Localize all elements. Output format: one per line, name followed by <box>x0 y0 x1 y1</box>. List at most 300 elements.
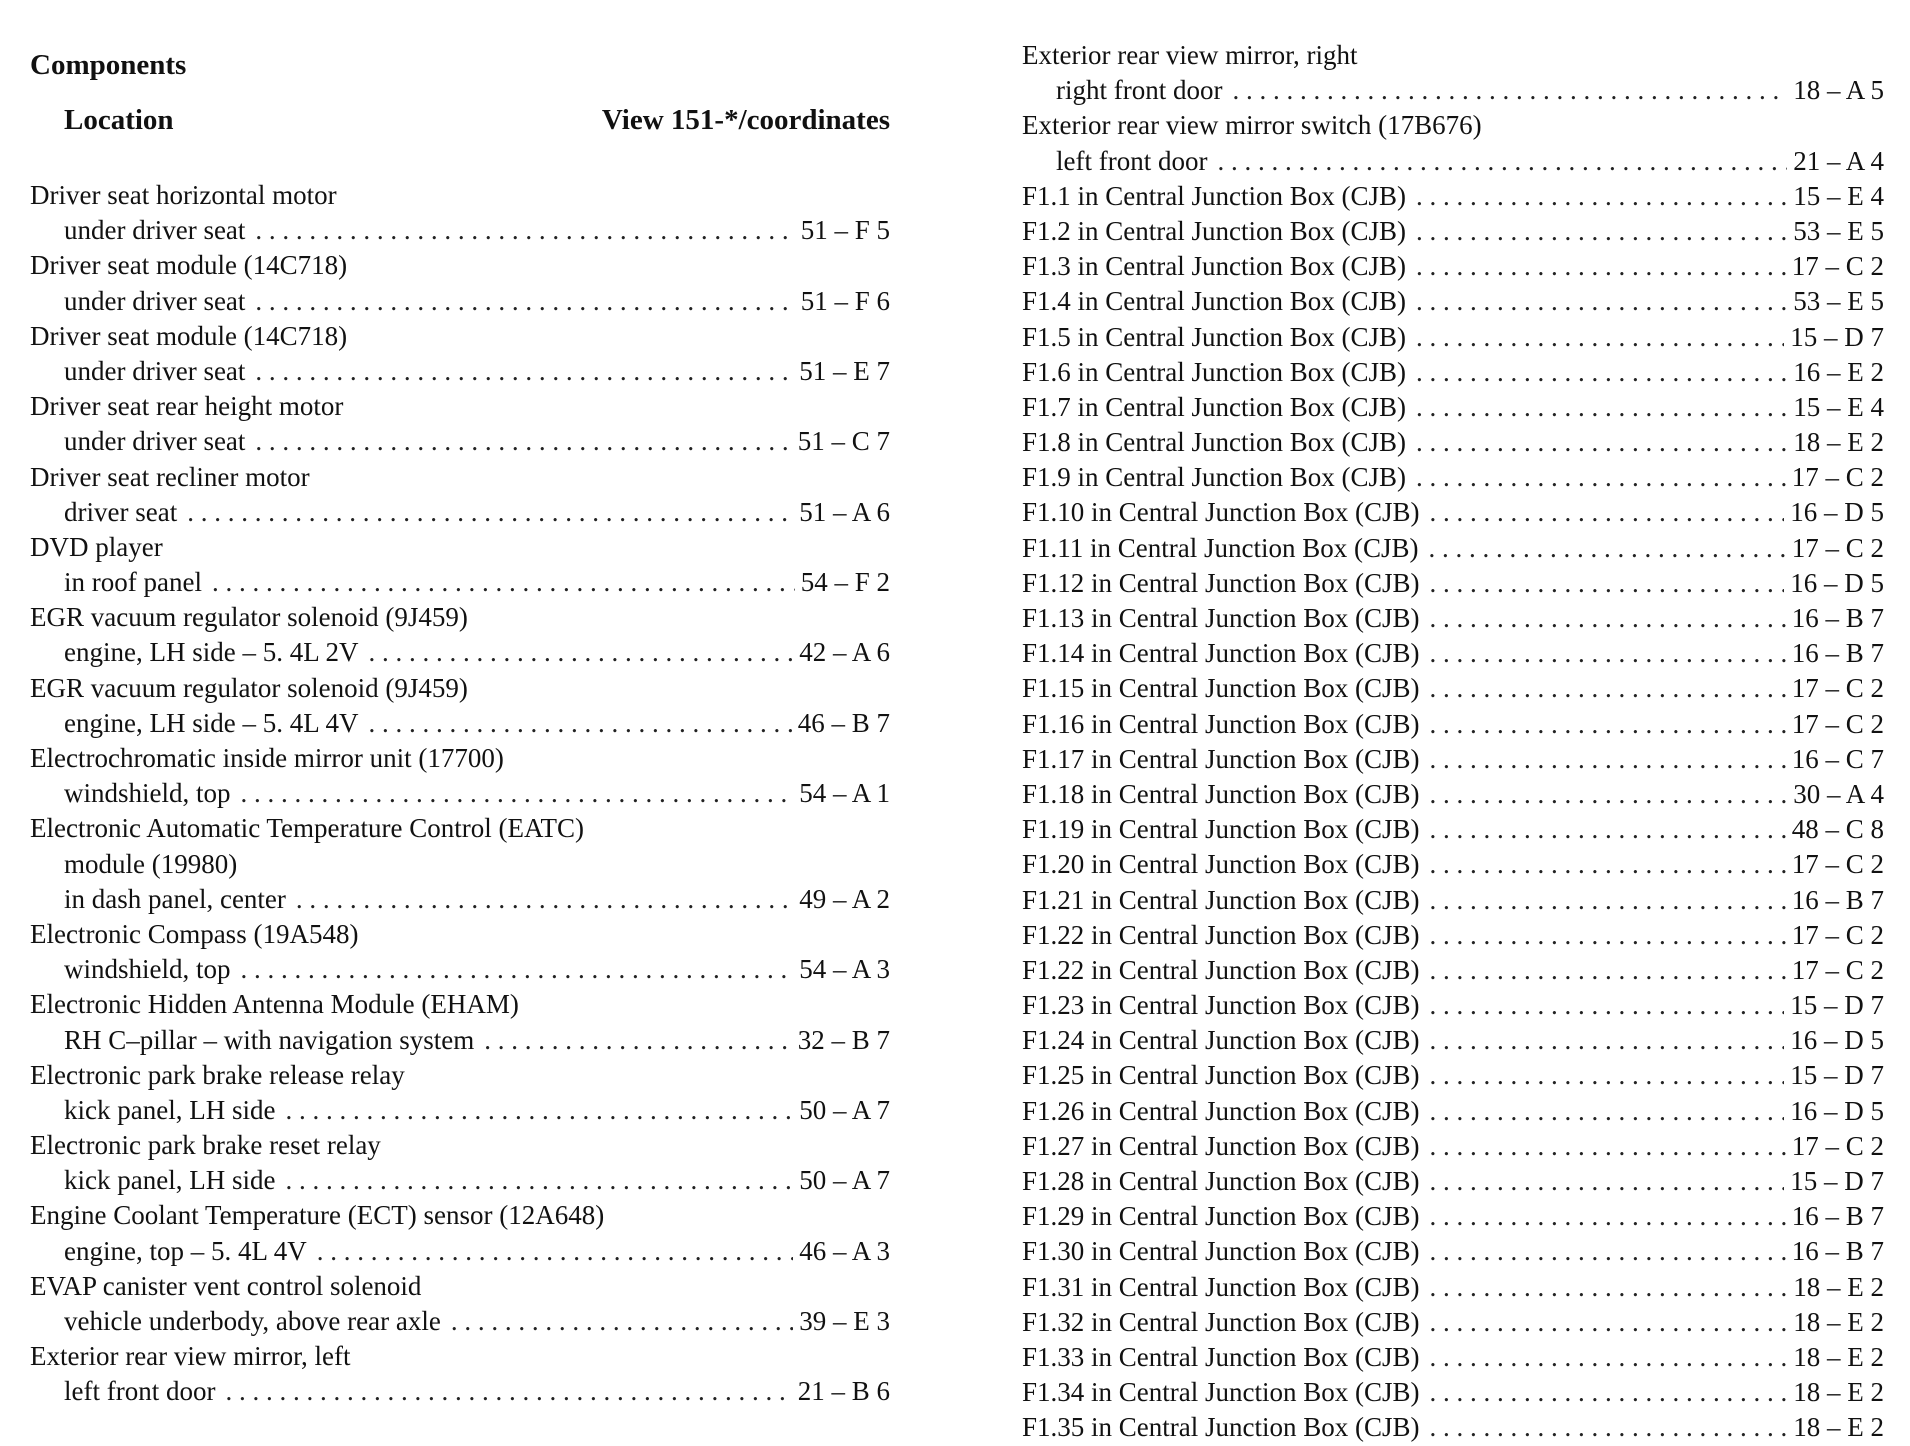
view-coordinates: 21 – A 4 <box>1793 145 1884 176</box>
dot-leader <box>1217 144 1787 179</box>
dot-leader <box>1416 284 1787 319</box>
index-entry <box>30 1058 890 1128</box>
dot-leader <box>1430 1305 1788 1340</box>
component-name: F1.33 in Central Junction Box (CJB) <box>1022 1341 1420 1372</box>
component-name: EGR vacuum regulator solenoid (9J459) <box>30 672 468 703</box>
index-entry <box>1022 1164 1884 1199</box>
dot-leader <box>1416 390 1787 425</box>
index-line <box>1022 108 1884 143</box>
component-name: F1.27 in Central Junction Box (CJB) <box>1022 1130 1420 1161</box>
component-name: F1.26 in Central Junction Box (CJB) <box>1022 1095 1420 1126</box>
component-location: engine, LH side – 5. 4L 2V <box>64 637 359 668</box>
component-name: F1.22 in Central Junction Box (CJB) <box>1022 954 1420 985</box>
index-entry <box>30 178 890 248</box>
view-coordinates: 16 – D 5 <box>1790 497 1884 528</box>
view-coordinates: 15 – D 7 <box>1790 990 1884 1021</box>
dot-leader <box>1416 214 1787 249</box>
index-entry <box>30 671 890 741</box>
index-line <box>30 917 890 952</box>
component-name: F1.11 in Central Junction Box (CJB) <box>1022 532 1419 563</box>
component-location: kick panel, LH side <box>64 1094 276 1125</box>
index-line <box>30 600 890 635</box>
component-location: kick panel, LH side <box>64 1165 276 1196</box>
component-name: F1.8 in Central Junction Box (CJB) <box>1022 427 1406 458</box>
component-location: RH C–pillar – with navigation system <box>64 1024 475 1055</box>
component-name: Driver seat rear height motor <box>30 391 344 422</box>
dot-leader <box>285 1163 793 1198</box>
index-line <box>30 1198 890 1233</box>
index-line <box>1022 460 1884 495</box>
dot-leader <box>296 882 793 917</box>
dot-leader <box>1430 1410 1788 1445</box>
index-line <box>30 530 890 565</box>
component-name: F1.28 in Central Junction Box (CJB) <box>1022 1166 1420 1196</box>
index-line <box>1022 636 1884 671</box>
component-name: F1.5 in Central Junction Box (CJB) <box>1022 321 1406 352</box>
index-line <box>30 565 890 600</box>
component-name: Electronic Hidden Antenna Module (EHAM) <box>30 989 519 1020</box>
index-line <box>30 1374 890 1409</box>
view-coordinates: 18 – E 2 <box>1793 1412 1884 1443</box>
index-line <box>1022 601 1884 636</box>
index-line <box>30 987 890 1022</box>
component-name: F1.24 in Central Junction Box (CJB) <box>1022 1025 1420 1056</box>
index-entry <box>1022 214 1884 249</box>
index-entry <box>30 811 890 917</box>
dot-leader <box>1430 847 1786 882</box>
view-coordinates: 16 – D 5 <box>1790 1095 1884 1126</box>
index-line <box>30 635 890 670</box>
index-line <box>30 495 890 530</box>
dot-leader <box>1430 1234 1786 1269</box>
view-coordinates: 17 – C 2 <box>1791 849 1884 880</box>
component-name: F1.12 in Central Junction Box (CJB) <box>1022 567 1420 598</box>
component-location: windshield, top <box>64 778 231 809</box>
component-location: driver seat <box>64 496 178 527</box>
index-line <box>30 248 890 283</box>
view-coordinates: 18 – E 2 <box>1793 1377 1884 1408</box>
component-location: windshield, top <box>64 954 231 985</box>
dot-leader <box>1430 1199 1786 1234</box>
index-entry <box>30 917 890 987</box>
view-coordinates: 46 – B 7 <box>797 707 890 738</box>
view-coordinates: 42 – A 6 <box>799 637 890 668</box>
index-line <box>30 1339 890 1374</box>
dot-leader <box>225 1374 791 1409</box>
dot-leader <box>1430 988 1785 1023</box>
component-name: F1.15 in Central Junction Box (CJB) <box>1022 673 1420 704</box>
index-line <box>1022 38 1884 73</box>
index-line <box>1022 1164 1884 1199</box>
dot-leader <box>255 213 794 248</box>
index-entry <box>30 389 890 459</box>
index-entry <box>1022 390 1884 425</box>
index-line <box>1022 566 1884 601</box>
view-coordinates: 15 – D 7 <box>1790 1060 1884 1091</box>
dot-leader <box>1430 742 1786 777</box>
view-coordinates: 53 – E 5 <box>1793 215 1884 246</box>
dot-leader <box>317 1234 794 1269</box>
dot-leader <box>255 284 794 319</box>
component-name: DVD player <box>30 531 163 562</box>
view-coordinates: 39 – E 3 <box>799 1306 890 1336</box>
view-coordinates: 18 – E 2 <box>1793 1271 1884 1302</box>
index-line <box>30 811 890 846</box>
index-entry <box>30 741 890 811</box>
dot-leader <box>212 565 795 600</box>
index-line <box>30 354 890 389</box>
dot-leader <box>1430 1164 1785 1199</box>
dot-leader <box>1232 73 1787 108</box>
dot-leader <box>285 1093 793 1128</box>
index-line <box>30 847 890 882</box>
component-name-continued: module (19980) <box>64 848 238 879</box>
component-name: Driver seat module (14C718) <box>30 250 348 281</box>
component-name: Exterior rear view mirror, left <box>30 1341 351 1372</box>
index-line <box>1022 284 1884 319</box>
dot-leader <box>1430 953 1786 988</box>
component-name: F1.22 in Central Junction Box (CJB) <box>1022 919 1420 950</box>
dot-leader <box>241 776 794 811</box>
index-line <box>1022 249 1884 284</box>
index-line <box>1022 1234 1884 1269</box>
view-coordinates: 51 – E 7 <box>799 355 890 386</box>
component-name: Electronic Automatic Temperature Control (EATC) <box>30 813 584 844</box>
index-entry <box>1022 249 1884 284</box>
index-entry <box>1022 636 1884 671</box>
component-name: F1.3 in Central Junction Box (CJB) <box>1022 251 1406 282</box>
index-line <box>1022 495 1884 530</box>
view-coordinates: 16 – B 7 <box>1791 1236 1884 1267</box>
index-line <box>1022 671 1884 706</box>
index-entry <box>1022 355 1884 390</box>
view-coordinates: 17 – C 2 <box>1791 919 1884 950</box>
component-name: F1.30 in Central Junction Box (CJB) <box>1022 1236 1420 1267</box>
view-coordinates: 17 – C 2 <box>1791 673 1884 704</box>
index-entry <box>1022 1234 1884 1269</box>
component-name: F1.1 in Central Junction Box (CJB) <box>1022 180 1406 211</box>
component-name: F1.25 in Central Junction Box (CJB) <box>1022 1060 1420 1091</box>
index-line <box>1022 390 1884 425</box>
dot-leader <box>1430 1270 1788 1305</box>
view-coordinates: 17 – C 2 <box>1791 708 1884 739</box>
dot-leader <box>1430 707 1786 742</box>
view-coordinates: 15 – D 7 <box>1790 321 1884 352</box>
index-entry <box>30 1128 890 1198</box>
view-coordinates: 50 – A 7 <box>799 1165 890 1196</box>
index-entry <box>1022 460 1884 495</box>
component-name: F1.10 in Central Junction Box (CJB) <box>1022 497 1420 528</box>
view-coordinates: 32 – B 7 <box>797 1024 890 1055</box>
index-entry <box>1022 671 1884 706</box>
component-name: Exterior rear view mirror, right <box>1022 40 1358 70</box>
dot-leader <box>187 495 793 530</box>
index-entry <box>1022 108 1884 178</box>
index-entry <box>30 1339 890 1409</box>
component-name: F1.7 in Central Junction Box (CJB) <box>1022 391 1406 422</box>
index-line <box>30 1304 890 1339</box>
component-name: Electronic park brake reset relay <box>30 1130 381 1161</box>
component-index-left <box>30 178 890 1410</box>
index-entry <box>30 460 890 530</box>
index-entry <box>30 530 890 600</box>
dot-leader <box>1430 1094 1785 1129</box>
index-line <box>30 1163 890 1198</box>
index-line <box>1022 531 1884 566</box>
index-line <box>1022 73 1884 108</box>
index-line <box>1022 214 1884 249</box>
component-name: Electronic park brake release relay <box>30 1059 405 1090</box>
dot-leader <box>1430 1023 1785 1058</box>
view-coordinates: 17 – C 2 <box>1791 462 1884 493</box>
index-entry <box>1022 566 1884 601</box>
component-name: F1.32 in Central Junction Box (CJB) <box>1022 1306 1420 1337</box>
index-entry <box>1022 1410 1884 1445</box>
component-location: under driver seat <box>64 355 246 386</box>
index-line <box>1022 883 1884 918</box>
dot-leader <box>368 706 791 741</box>
view-coordinates: 15 – E 4 <box>1793 391 1884 422</box>
component-name: Driver seat horizontal motor <box>30 180 337 210</box>
view-coordinates: 16 – D 5 <box>1790 1025 1884 1056</box>
index-line <box>30 319 890 354</box>
index-entry <box>1022 988 1884 1023</box>
index-line <box>1022 707 1884 742</box>
index-entry <box>1022 812 1884 847</box>
view-coordinates: 51 – F 5 <box>800 215 890 246</box>
dot-leader <box>1430 1340 1788 1375</box>
index-line <box>30 178 890 213</box>
index-line <box>1022 812 1884 847</box>
index-line <box>1022 1410 1884 1445</box>
component-location: under driver seat <box>64 285 246 316</box>
index-entry <box>1022 847 1884 882</box>
dot-leader <box>1430 671 1786 706</box>
component-name: F1.34 in Central Junction Box (CJB) <box>1022 1377 1420 1408</box>
dot-leader <box>1430 1058 1785 1093</box>
component-name: F1.13 in Central Junction Box (CJB) <box>1022 603 1420 633</box>
view-coordinates: 16 – B 7 <box>1791 884 1884 915</box>
index-line <box>1022 320 1884 355</box>
component-name: F1.16 in Central Junction Box (CJB) <box>1022 708 1420 739</box>
view-coordinates: 51 – F 6 <box>800 285 890 316</box>
index-line <box>30 1058 890 1093</box>
dot-leader <box>1430 601 1786 636</box>
dot-leader <box>1430 918 1786 953</box>
component-name: F1.17 in Central Junction Box (CJB) <box>1022 743 1420 774</box>
view-coordinates: 17 – C 2 <box>1791 1130 1884 1161</box>
dot-leader <box>451 1304 793 1339</box>
view-coordinates: 50 – A 7 <box>799 1094 890 1125</box>
index-entry <box>1022 320 1884 355</box>
view-coordinates: 17 – C 2 <box>1791 954 1884 985</box>
view-coordinates: 15 – D 7 <box>1790 1166 1884 1196</box>
index-entry <box>30 1198 890 1268</box>
index-entry <box>1022 1129 1884 1164</box>
index-line <box>30 671 890 706</box>
dot-leader <box>1430 1375 1788 1410</box>
dot-leader <box>1430 1129 1786 1164</box>
index-entry <box>1022 918 1884 953</box>
index-entry <box>1022 1340 1884 1375</box>
dot-leader <box>1416 249 1786 284</box>
index-entry <box>1022 425 1884 460</box>
index-line <box>1022 1058 1884 1093</box>
index-entry <box>1022 1023 1884 1058</box>
index-line <box>1022 1094 1884 1129</box>
index-line <box>1022 742 1884 777</box>
dot-leader <box>1416 355 1787 390</box>
view-coordinates: 18 – E 2 <box>1793 1341 1884 1372</box>
index-line <box>1022 179 1884 214</box>
index-line <box>1022 847 1884 882</box>
view-coordinates: 15 – E 4 <box>1793 180 1884 211</box>
component-name: F1.31 in Central Junction Box (CJB) <box>1022 1271 1420 1302</box>
view-coordinates: 16 – E 2 <box>1793 356 1884 387</box>
index-line <box>30 1234 890 1269</box>
component-location: vehicle underbody, above rear axle <box>64 1306 441 1336</box>
index-line <box>30 952 890 987</box>
index-line <box>30 213 890 248</box>
component-name: F1.18 in Central Junction Box (CJB) <box>1022 778 1420 809</box>
component-name: F1.6 in Central Junction Box (CJB) <box>1022 356 1406 387</box>
index-line <box>30 882 890 917</box>
index-entry <box>1022 742 1884 777</box>
dot-leader <box>1416 179 1787 214</box>
index-line <box>30 1128 890 1163</box>
component-location: under driver seat <box>64 426 246 457</box>
index-line <box>1022 1199 1884 1234</box>
component-name: Driver seat module (14C718) <box>30 320 348 351</box>
column-header <box>30 102 890 138</box>
component-name: F1.2 in Central Junction Box (CJB) <box>1022 215 1406 246</box>
component-name: F1.21 in Central Junction Box (CJB) <box>1022 884 1420 915</box>
index-entry <box>1022 1058 1884 1093</box>
view-coordinates: 16 – C 7 <box>1791 743 1884 774</box>
view-coordinates: 16 – B 7 <box>1791 638 1884 669</box>
index-line <box>1022 1129 1884 1164</box>
dot-leader <box>1430 883 1786 918</box>
dot-leader <box>241 952 794 987</box>
dot-leader <box>1416 460 1786 495</box>
index-entry <box>30 319 890 389</box>
view-coordinates: 18 – E 2 <box>1793 427 1884 458</box>
index-entry <box>1022 284 1884 319</box>
view-coordinates: 54 – A 1 <box>799 778 890 809</box>
component-location: left front door <box>64 1376 216 1407</box>
dot-leader <box>255 354 793 389</box>
index-line <box>30 776 890 811</box>
view-coordinates: 16 – D 5 <box>1790 567 1884 598</box>
component-name: EVAP canister vent control solenoid <box>30 1270 422 1301</box>
index-line <box>1022 988 1884 1023</box>
index-entry <box>30 600 890 670</box>
index-line <box>1022 1270 1884 1305</box>
view-coordinates: 53 – E 5 <box>1793 286 1884 317</box>
view-coordinates: 18 – A 5 <box>1793 75 1884 106</box>
view-coordinates: 54 – A 3 <box>799 954 890 985</box>
index-line <box>1022 425 1884 460</box>
index-entry <box>1022 531 1884 566</box>
dot-leader <box>255 424 791 459</box>
component-name: Electrochromatic inside mirror unit (17700) <box>30 743 504 773</box>
index-line <box>30 706 890 741</box>
index-line <box>1022 1305 1884 1340</box>
dot-leader <box>368 635 793 670</box>
component-index-right <box>1022 38 1884 1446</box>
index-line <box>1022 1340 1884 1375</box>
index-line <box>1022 953 1884 988</box>
index-entry <box>1022 1270 1884 1305</box>
component-location: under driver seat <box>64 215 246 246</box>
index-entry <box>30 987 890 1057</box>
view-coordinates: 51 – C 7 <box>797 426 890 457</box>
dot-leader <box>1430 566 1785 601</box>
index-line <box>30 741 890 776</box>
view-coordinates: 46 – A 3 <box>799 1235 890 1266</box>
view-coordinates: 21 – B 6 <box>797 1376 890 1407</box>
index-line <box>30 460 890 495</box>
view-coordinates: 30 – A 4 <box>1793 778 1884 809</box>
component-location: in dash panel, center <box>64 883 286 914</box>
dot-leader <box>1429 531 1786 566</box>
section-title: Components <box>30 49 187 81</box>
index-line <box>1022 777 1884 812</box>
dot-leader <box>1430 636 1786 671</box>
dot-leader <box>1430 777 1788 812</box>
index-line <box>30 284 890 319</box>
view-coordinates: 54 – F 2 <box>800 567 890 598</box>
index-line <box>30 1023 890 1058</box>
view-coordinates-column-header: View 151-*/coordinates <box>601 104 890 136</box>
index-line <box>30 1093 890 1128</box>
index-entry <box>30 248 890 318</box>
index-entry <box>1022 1375 1884 1410</box>
index-entry <box>1022 883 1884 918</box>
view-coordinates: 17 – C 2 <box>1791 251 1884 282</box>
component-name: F1.4 in Central Junction Box (CJB) <box>1022 286 1406 317</box>
index-line <box>1022 144 1884 179</box>
index-entry <box>1022 1199 1884 1234</box>
view-coordinates: 17 – C 2 <box>1791 532 1884 563</box>
location-column-header: Location <box>64 104 174 136</box>
index-entry <box>1022 179 1884 214</box>
index-line <box>30 389 890 424</box>
component-name: Driver seat recliner motor <box>30 461 310 492</box>
component-location: engine, LH side – 5. 4L 4V <box>64 707 359 738</box>
dot-leader <box>1430 812 1786 847</box>
index-entry <box>1022 1094 1884 1129</box>
view-coordinates: 51 – A 6 <box>799 496 890 527</box>
component-name: Electronic Compass (19A548) <box>30 918 359 949</box>
index-entry <box>1022 495 1884 530</box>
index-entry <box>30 1269 890 1339</box>
index-entry <box>1022 38 1884 108</box>
index-entry <box>1022 707 1884 742</box>
component-name: F1.9 in Central Junction Box (CJB) <box>1022 462 1406 493</box>
dot-leader <box>1430 495 1785 530</box>
component-name: F1.35 in Central Junction Box (CJB) <box>1022 1412 1420 1443</box>
component-location: in roof panel <box>64 567 202 598</box>
index-line <box>1022 355 1884 390</box>
index-entry <box>1022 601 1884 636</box>
component-name: F1.20 in Central Junction Box (CJB) <box>1022 849 1420 880</box>
component-name: F1.29 in Central Junction Box (CJB) <box>1022 1201 1420 1232</box>
index-line <box>1022 918 1884 953</box>
view-coordinates: 16 – B 7 <box>1791 603 1884 633</box>
component-name: F1.14 in Central Junction Box (CJB) <box>1022 638 1420 669</box>
component-name: Exterior rear view mirror switch (17B676) <box>1022 110 1482 141</box>
